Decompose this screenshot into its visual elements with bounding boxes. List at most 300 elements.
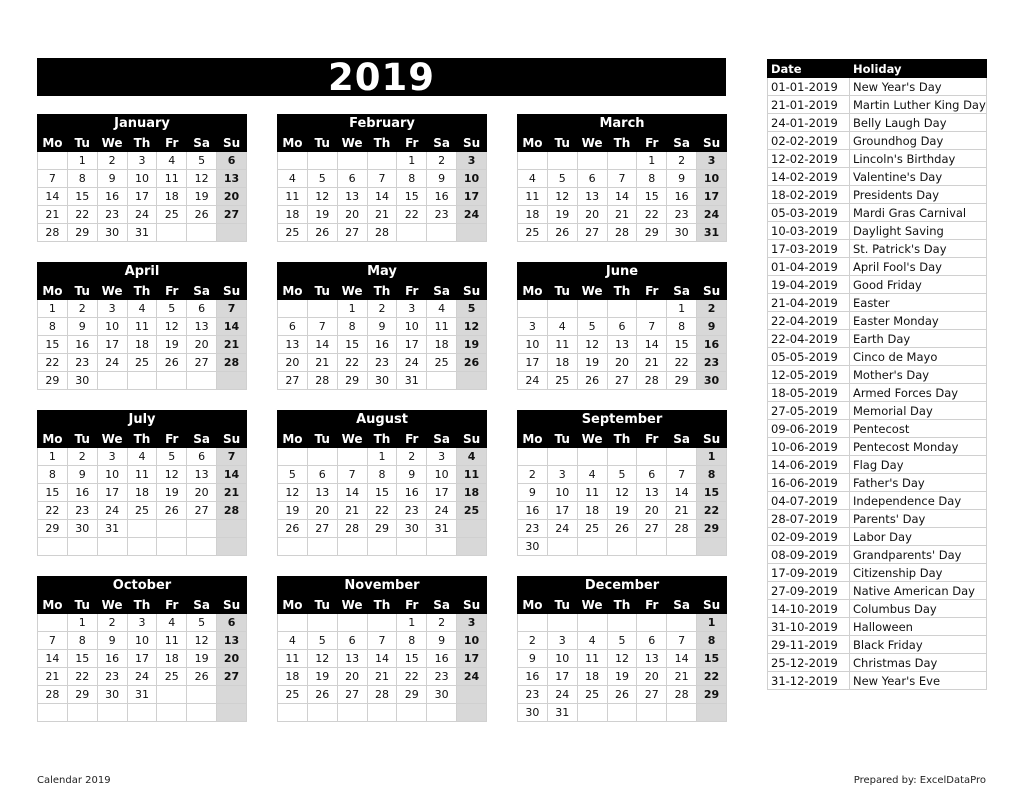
- sunday-cell: 27: [217, 668, 247, 686]
- day-cell: 13: [307, 484, 337, 502]
- weekday-header: Sa: [187, 134, 217, 152]
- weekday-header: Su: [457, 282, 487, 300]
- day-cell: [97, 704, 127, 722]
- holiday-name: New Year's Day: [850, 78, 987, 96]
- holiday-row: [768, 528, 987, 546]
- day-cell: 15: [367, 484, 397, 502]
- holiday-date: 31-10-2019: [768, 618, 850, 636]
- sunday-cell: 29: [697, 520, 727, 538]
- holiday-row: [768, 222, 987, 240]
- sunday-cell: [457, 704, 487, 722]
- day-cell: 18: [427, 336, 457, 354]
- month-table: [517, 281, 727, 390]
- date-column-header: Date: [768, 60, 850, 78]
- month-april: [37, 262, 247, 390]
- day-cell: [278, 704, 308, 722]
- day-cell: [607, 538, 637, 556]
- day-cell: 11: [127, 318, 157, 336]
- weekday-header-row: [278, 282, 487, 300]
- day-cell: 9: [518, 484, 548, 502]
- month-title: March: [517, 114, 727, 133]
- day-cell: [518, 300, 548, 318]
- day-cell: 11: [577, 650, 607, 668]
- month-july: [37, 410, 247, 556]
- day-cell: 14: [38, 188, 68, 206]
- holiday-name: Citizenship Day: [850, 564, 987, 582]
- day-cell: 16: [667, 188, 697, 206]
- day-cell: 18: [127, 336, 157, 354]
- day-cell: 11: [127, 466, 157, 484]
- week-row: [38, 614, 247, 632]
- weekday-header: Tu: [307, 596, 337, 614]
- week-row: [38, 300, 247, 318]
- day-cell: [187, 224, 217, 242]
- week-row: [278, 502, 487, 520]
- holiday-name: Groundhog Day: [850, 132, 987, 150]
- day-cell: [397, 538, 427, 556]
- day-cell: [607, 448, 637, 466]
- weekday-header: Mo: [518, 134, 548, 152]
- day-cell: [307, 538, 337, 556]
- holiday-name: Labor Day: [850, 528, 987, 546]
- day-cell: 30: [97, 224, 127, 242]
- day-cell: 7: [38, 170, 68, 188]
- week-row: [278, 520, 487, 538]
- day-cell: 17: [547, 668, 577, 686]
- weekday-header: Th: [607, 134, 637, 152]
- sunday-cell: 7: [217, 300, 247, 318]
- month-title: August: [277, 410, 487, 429]
- day-cell: 27: [187, 502, 217, 520]
- holiday-row: [768, 276, 987, 294]
- holiday-row: [768, 438, 987, 456]
- week-row: [518, 466, 727, 484]
- week-row: [518, 354, 727, 372]
- weekday-header: Su: [697, 282, 727, 300]
- day-cell: 17: [127, 188, 157, 206]
- day-cell: 12: [547, 188, 577, 206]
- day-cell: [577, 614, 607, 632]
- day-cell: 21: [307, 354, 337, 372]
- week-row: [278, 466, 487, 484]
- holiday-name: St. Patrick's Day: [850, 240, 987, 258]
- day-cell: [337, 152, 367, 170]
- month-title: September: [517, 410, 727, 429]
- day-cell: 28: [38, 686, 68, 704]
- weekday-header-row: [38, 282, 247, 300]
- day-cell: 3: [547, 632, 577, 650]
- day-cell: 20: [187, 336, 217, 354]
- holiday-date: 31-12-2019: [768, 672, 850, 690]
- day-cell: 24: [518, 372, 548, 390]
- day-cell: 10: [427, 466, 457, 484]
- week-row: [518, 188, 727, 206]
- day-cell: [518, 614, 548, 632]
- sunday-cell: 2: [697, 300, 727, 318]
- day-cell: 29: [38, 520, 68, 538]
- day-cell: 17: [97, 336, 127, 354]
- weekday-header: Mo: [38, 282, 68, 300]
- day-cell: 21: [367, 206, 397, 224]
- day-cell: 23: [97, 668, 127, 686]
- day-cell: 30: [667, 224, 697, 242]
- week-row: [518, 502, 727, 520]
- week-row: [518, 632, 727, 650]
- weekday-header: Fr: [397, 282, 427, 300]
- day-cell: [67, 704, 97, 722]
- day-cell: 28: [667, 520, 697, 538]
- day-cell: 4: [127, 448, 157, 466]
- day-cell: 2: [427, 614, 457, 632]
- day-cell: 11: [577, 484, 607, 502]
- sunday-cell: [217, 224, 247, 242]
- day-cell: 21: [637, 354, 667, 372]
- weekday-header-row: [518, 596, 727, 614]
- day-cell: 8: [337, 318, 367, 336]
- holiday-date: 17-09-2019: [768, 564, 850, 582]
- month-table: [37, 133, 247, 242]
- weekday-header: Th: [127, 134, 157, 152]
- day-cell: 27: [607, 372, 637, 390]
- day-cell: 3: [397, 300, 427, 318]
- month-table: [37, 429, 247, 556]
- day-cell: 31: [127, 224, 157, 242]
- day-cell: 17: [97, 484, 127, 502]
- day-cell: 8: [637, 170, 667, 188]
- day-cell: 6: [637, 632, 667, 650]
- day-cell: [307, 152, 337, 170]
- weekday-header: We: [97, 282, 127, 300]
- day-cell: 1: [38, 448, 68, 466]
- day-cell: 3: [427, 448, 457, 466]
- day-cell: 24: [547, 520, 577, 538]
- day-cell: 7: [607, 170, 637, 188]
- day-cell: 5: [157, 448, 187, 466]
- day-cell: 19: [577, 354, 607, 372]
- day-cell: 19: [187, 188, 217, 206]
- day-cell: 19: [278, 502, 308, 520]
- holiday-name: Daylight Saving: [850, 222, 987, 240]
- weekday-header: Mo: [38, 596, 68, 614]
- holiday-date: 05-03-2019: [768, 204, 850, 222]
- holiday-row: [768, 114, 987, 132]
- weekday-header: We: [337, 282, 367, 300]
- day-cell: [577, 300, 607, 318]
- month-august: [277, 410, 487, 556]
- weekday-header: Su: [217, 282, 247, 300]
- week-row: [38, 354, 247, 372]
- month-title: February: [277, 114, 487, 133]
- day-cell: 2: [397, 448, 427, 466]
- day-cell: [127, 372, 157, 390]
- day-cell: 11: [278, 650, 308, 668]
- day-cell: 26: [278, 520, 308, 538]
- day-cell: 23: [518, 520, 548, 538]
- weekday-header: Tu: [67, 282, 97, 300]
- holiday-row: [768, 456, 987, 474]
- day-cell: [607, 152, 637, 170]
- day-cell: [157, 224, 187, 242]
- day-cell: 2: [97, 152, 127, 170]
- day-cell: 31: [427, 520, 457, 538]
- week-row: [38, 484, 247, 502]
- holiday-row: [768, 132, 987, 150]
- day-cell: [397, 704, 427, 722]
- day-cell: 28: [607, 224, 637, 242]
- day-cell: 23: [427, 668, 457, 686]
- sunday-cell: [457, 224, 487, 242]
- holiday-row: [768, 366, 987, 384]
- day-cell: 26: [607, 686, 637, 704]
- holiday-date: 09-06-2019: [768, 420, 850, 438]
- week-row: [38, 686, 247, 704]
- week-row: [518, 538, 727, 556]
- day-cell: 6: [187, 300, 217, 318]
- day-cell: 26: [187, 668, 217, 686]
- day-cell: 30: [518, 538, 548, 556]
- day-cell: 6: [337, 170, 367, 188]
- month-title: April: [37, 262, 247, 281]
- week-row: [38, 188, 247, 206]
- day-cell: 7: [637, 318, 667, 336]
- day-cell: [367, 152, 397, 170]
- holiday-name: Grandparents' Day: [850, 546, 987, 564]
- holiday-date: 22-04-2019: [768, 312, 850, 330]
- day-cell: [367, 704, 397, 722]
- day-cell: 29: [667, 372, 697, 390]
- day-cell: 29: [367, 520, 397, 538]
- day-cell: 17: [397, 336, 427, 354]
- day-cell: 5: [607, 632, 637, 650]
- weekday-header: Su: [697, 430, 727, 448]
- day-cell: [577, 538, 607, 556]
- day-cell: 30: [397, 520, 427, 538]
- sunday-cell: 10: [457, 170, 487, 188]
- footer-calendar-label: Calendar 2019: [37, 775, 111, 786]
- day-cell: 20: [307, 502, 337, 520]
- day-cell: 14: [637, 336, 667, 354]
- day-cell: 31: [127, 686, 157, 704]
- day-cell: 2: [97, 614, 127, 632]
- weekday-header-row: [38, 596, 247, 614]
- holiday-row: [768, 258, 987, 276]
- day-cell: 14: [667, 484, 697, 502]
- sunday-cell: 15: [697, 484, 727, 502]
- day-cell: [97, 538, 127, 556]
- day-cell: 12: [607, 484, 637, 502]
- day-cell: 17: [547, 502, 577, 520]
- weekday-header: We: [577, 134, 607, 152]
- day-cell: 18: [278, 206, 308, 224]
- sunday-cell: 25: [457, 502, 487, 520]
- day-cell: 2: [67, 300, 97, 318]
- holiday-name: Columbus Day: [850, 600, 987, 618]
- holiday-row: [768, 618, 987, 636]
- holiday-date: 01-01-2019: [768, 78, 850, 96]
- day-cell: 24: [127, 206, 157, 224]
- holiday-row: [768, 402, 987, 420]
- day-cell: 25: [547, 372, 577, 390]
- day-cell: 21: [667, 668, 697, 686]
- weekday-header: Tu: [547, 596, 577, 614]
- day-cell: 20: [187, 484, 217, 502]
- day-cell: 27: [337, 224, 367, 242]
- day-cell: [157, 686, 187, 704]
- sunday-cell: 18: [457, 484, 487, 502]
- weekday-header: Mo: [278, 282, 308, 300]
- day-cell: 6: [577, 170, 607, 188]
- day-cell: [187, 520, 217, 538]
- holiday-row: [768, 186, 987, 204]
- weekday-header: We: [577, 282, 607, 300]
- footer-prepared-by: Prepared by: ExcelDataPro: [853, 775, 986, 786]
- holiday-row: [768, 348, 987, 366]
- day-cell: 18: [577, 502, 607, 520]
- sunday-cell: 22: [697, 668, 727, 686]
- day-cell: [577, 152, 607, 170]
- day-cell: 4: [577, 632, 607, 650]
- day-cell: 8: [38, 466, 68, 484]
- week-row: [38, 632, 247, 650]
- day-cell: 30: [97, 686, 127, 704]
- day-cell: 4: [157, 152, 187, 170]
- day-cell: [278, 152, 308, 170]
- month-january: [37, 114, 247, 242]
- day-cell: 30: [67, 520, 97, 538]
- sunday-cell: 5: [457, 300, 487, 318]
- day-cell: 21: [667, 502, 697, 520]
- day-cell: [187, 372, 217, 390]
- sunday-cell: [217, 686, 247, 704]
- day-cell: [38, 704, 68, 722]
- week-row: [518, 686, 727, 704]
- day-cell: 9: [67, 466, 97, 484]
- day-cell: 2: [427, 152, 457, 170]
- day-cell: 26: [307, 224, 337, 242]
- holiday-date: 18-05-2019: [768, 384, 850, 402]
- day-cell: 26: [607, 520, 637, 538]
- day-cell: 31: [97, 520, 127, 538]
- day-cell: [518, 448, 548, 466]
- day-cell: 10: [97, 466, 127, 484]
- day-cell: 10: [127, 632, 157, 650]
- weekday-header: Mo: [38, 134, 68, 152]
- sunday-cell: 11: [457, 466, 487, 484]
- sunday-cell: 13: [217, 632, 247, 650]
- day-cell: 24: [97, 354, 127, 372]
- day-cell: 12: [577, 336, 607, 354]
- day-cell: 9: [397, 466, 427, 484]
- day-cell: [278, 448, 308, 466]
- sunday-cell: 24: [457, 206, 487, 224]
- holiday-date: 19-04-2019: [768, 276, 850, 294]
- sunday-cell: 1: [697, 448, 727, 466]
- weekday-header: Th: [607, 596, 637, 614]
- day-cell: [127, 520, 157, 538]
- day-cell: 26: [307, 686, 337, 704]
- day-cell: 1: [67, 614, 97, 632]
- week-row: [278, 170, 487, 188]
- day-cell: 11: [547, 336, 577, 354]
- weekday-header-row: [518, 134, 727, 152]
- day-cell: 25: [278, 224, 308, 242]
- holiday-list: [767, 59, 987, 690]
- day-cell: 20: [337, 668, 367, 686]
- weekday-header: Sa: [667, 134, 697, 152]
- holiday-name: Cinco de Mayo: [850, 348, 987, 366]
- holiday-row: [768, 492, 987, 510]
- sunday-cell: 29: [697, 686, 727, 704]
- day-cell: 13: [577, 188, 607, 206]
- day-cell: 26: [157, 354, 187, 372]
- holiday-column-header: Holiday: [850, 60, 987, 78]
- day-cell: 6: [607, 318, 637, 336]
- day-cell: 18: [278, 668, 308, 686]
- day-cell: 4: [577, 466, 607, 484]
- day-cell: 15: [67, 650, 97, 668]
- day-cell: 1: [637, 152, 667, 170]
- week-row: [518, 152, 727, 170]
- day-cell: 8: [367, 466, 397, 484]
- holiday-date: 12-05-2019: [768, 366, 850, 384]
- week-row: [278, 336, 487, 354]
- weekday-header: Sa: [427, 134, 457, 152]
- day-cell: 18: [547, 354, 577, 372]
- day-cell: 22: [38, 502, 68, 520]
- sunday-cell: 31: [697, 224, 727, 242]
- day-cell: 23: [67, 354, 97, 372]
- sunday-cell: 17: [457, 188, 487, 206]
- sunday-cell: [217, 372, 247, 390]
- holiday-row: [768, 240, 987, 258]
- day-cell: 28: [667, 686, 697, 704]
- week-row: [278, 152, 487, 170]
- week-row: [38, 372, 247, 390]
- day-cell: 20: [577, 206, 607, 224]
- weekday-header: Su: [217, 134, 247, 152]
- day-cell: 16: [427, 188, 457, 206]
- holiday-name: Black Friday: [850, 636, 987, 654]
- sunday-cell: 6: [217, 614, 247, 632]
- weekday-header-row: [518, 282, 727, 300]
- month-table: [517, 595, 727, 722]
- weekday-header: Su: [457, 596, 487, 614]
- week-row: [278, 704, 487, 722]
- day-cell: 11: [157, 170, 187, 188]
- day-cell: 5: [157, 300, 187, 318]
- month-title: December: [517, 576, 727, 595]
- day-cell: 20: [607, 354, 637, 372]
- day-cell: [667, 448, 697, 466]
- weekday-header: Mo: [278, 134, 308, 152]
- week-row: [38, 224, 247, 242]
- weekday-header: Mo: [518, 596, 548, 614]
- weekday-header: Su: [697, 596, 727, 614]
- sunday-cell: [697, 538, 727, 556]
- day-cell: 15: [337, 336, 367, 354]
- week-row: [278, 632, 487, 650]
- day-cell: 14: [307, 336, 337, 354]
- holiday-name: Easter Monday: [850, 312, 987, 330]
- day-cell: [307, 448, 337, 466]
- sunday-cell: [697, 704, 727, 722]
- day-cell: [667, 538, 697, 556]
- holiday-name: Parents' Day: [850, 510, 987, 528]
- holiday-name: Mother's Day: [850, 366, 987, 384]
- day-cell: 7: [367, 170, 397, 188]
- weekday-header: Sa: [187, 282, 217, 300]
- sunday-cell: 28: [217, 354, 247, 372]
